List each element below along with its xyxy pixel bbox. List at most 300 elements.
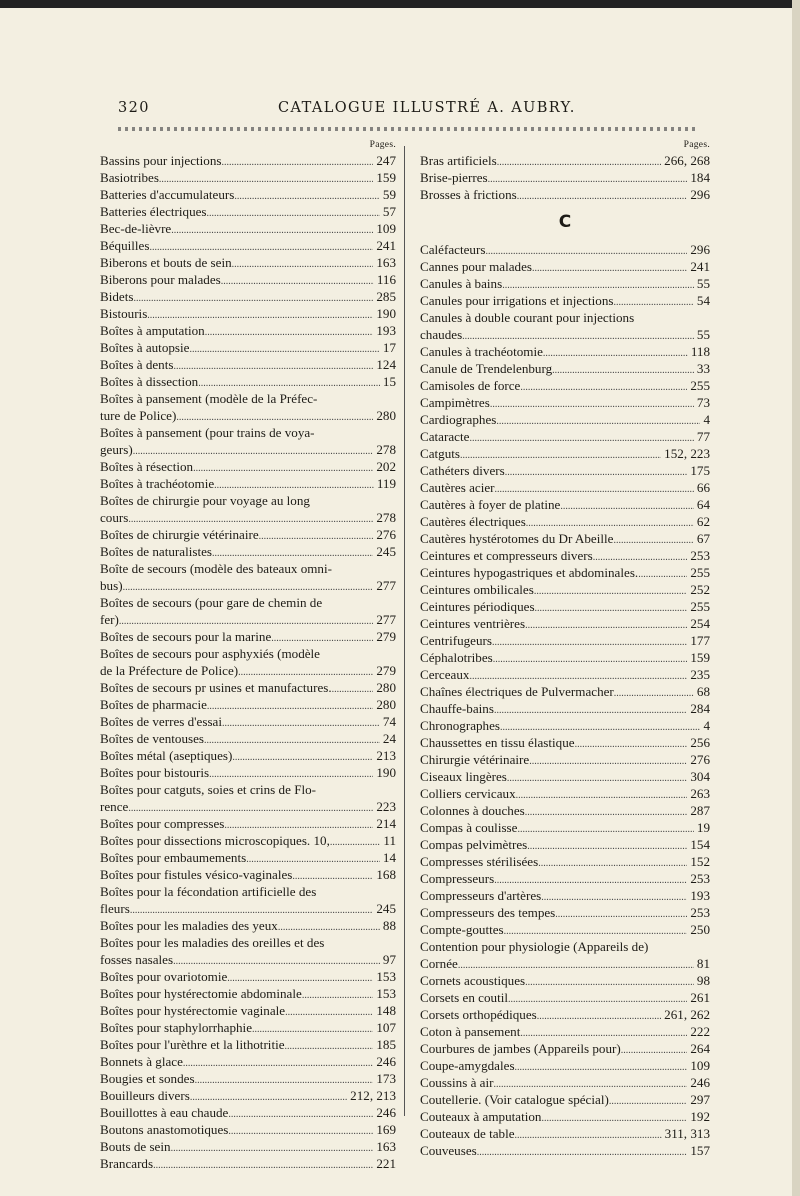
index-entry: [420, 751, 710, 768]
dot-leader: [207, 698, 373, 715]
entry-name: Ceintures ventrières: [420, 616, 526, 631]
index-entry: [100, 492, 396, 509]
index-entry: [100, 424, 396, 441]
entry-page: 124: [376, 357, 396, 372]
entry-page: 263: [690, 786, 710, 801]
index-entry: [100, 543, 396, 560]
index-entry: [420, 768, 710, 785]
entry-page: 250: [690, 922, 710, 937]
index-entry: [100, 305, 396, 322]
entry-name: Boîtes de ventouses: [100, 731, 205, 746]
index-entry: [100, 1002, 396, 1019]
entry-name: Couveuses: [420, 1143, 477, 1158]
entry-page: 241: [690, 259, 710, 274]
dot-leader: [527, 838, 687, 855]
index-entry: [420, 700, 710, 717]
entry-name: Boîtes à autopsie: [100, 340, 190, 355]
index-entry: [100, 509, 396, 526]
index-entry: [100, 169, 396, 186]
entry-page: 4: [703, 412, 710, 427]
entry-name: Camisoles de force: [420, 378, 521, 393]
dot-leader: [173, 358, 373, 375]
running-title: CATALOGUE ILLUSTRÉ A. AUBRY.: [278, 100, 576, 116]
entry-name: Compresseurs: [420, 871, 495, 886]
index-entry: [420, 479, 710, 496]
entry-name: Boîtes pour les maladies des yeux: [100, 918, 278, 933]
dot-leader: [609, 1093, 688, 1110]
index-entry: [420, 989, 710, 1006]
entry-name: Boîtes de secours pr usines et manufactures.: [100, 680, 332, 695]
pages-label: Pages.: [369, 140, 396, 150]
index-entry: [420, 309, 710, 326]
dot-leader: [259, 528, 374, 545]
entry-name: Boîtes de secours pour asphyxiés (modèle: [100, 646, 320, 661]
entry-name: Céphalotribes: [420, 650, 493, 665]
entry-name: Boîtes de pharmacie: [100, 697, 207, 712]
entry-page: 98: [696, 973, 710, 988]
entry-name: Ceintures hypogastriques et abdominales.: [420, 565, 639, 580]
entry-name: Cathéters divers: [420, 463, 505, 478]
entry-page: 168: [376, 867, 396, 882]
index-entry: [100, 934, 396, 951]
index-entry: [420, 870, 710, 887]
index-entry: [420, 428, 710, 445]
entry-name: Canules à trachéotomie: [420, 344, 543, 359]
entry-name: Coussins à air: [420, 1075, 494, 1090]
entry-page: 192: [690, 1109, 710, 1124]
dot-leader: [232, 749, 373, 766]
index-entry: [100, 1087, 396, 1104]
index-entry: [100, 798, 396, 815]
index-entry: [420, 1023, 710, 1040]
index-entry: [420, 152, 710, 169]
dot-leader: [529, 753, 687, 770]
entry-page: 235: [690, 667, 710, 682]
entry-name: Bonnets à glace: [100, 1054, 183, 1069]
entry-page: 88: [382, 918, 396, 933]
entry-page: 223: [376, 799, 396, 814]
entry-name: Boîtes à pansement (modèle de la Préfec-: [100, 391, 318, 406]
entry-name: Chauffe-bains: [420, 701, 494, 716]
dot-leader: [525, 617, 687, 634]
index-entry: [420, 972, 710, 989]
index-entry: [100, 152, 396, 169]
index-entry: [420, 887, 710, 904]
entry-page: 190: [376, 306, 396, 321]
entry-page: 255: [690, 599, 710, 614]
entry-name: Chaînes électriques de Pulvermacher: [420, 684, 614, 699]
entry-page: 246: [376, 1105, 396, 1120]
entry-name: Boîtes pour dissections microscopiques. 10,: [100, 833, 330, 848]
entry-name: Corsets en coutil: [420, 990, 509, 1005]
index-entry: [420, 938, 710, 955]
dot-leader: [555, 906, 687, 923]
right-b-entries: [420, 152, 710, 203]
index-entry: [420, 360, 710, 377]
index-entry: [100, 849, 396, 866]
index-entry: [420, 615, 710, 632]
entry-name: Courbures de jambes (Appareils pour): [420, 1041, 621, 1056]
entry-page: 159: [376, 170, 396, 185]
entry-page: 297: [690, 1092, 710, 1107]
entry-page: 54: [696, 293, 710, 308]
entry-name: Ceintures périodiques: [420, 599, 535, 614]
entry-page: 214: [376, 816, 396, 831]
index-entry: [100, 373, 396, 390]
entry-name: Boîtes à pansement (pour trains de voya-: [100, 425, 315, 440]
entry-page: 163: [376, 1139, 396, 1154]
entry-page: 157: [690, 1143, 710, 1158]
dot-leader: [330, 834, 381, 851]
dot-leader: [538, 855, 687, 872]
dot-leader: [621, 1042, 688, 1059]
entry-page: 62: [696, 514, 710, 529]
index-entry: [420, 1108, 710, 1125]
entry-page: 276: [376, 527, 396, 542]
index-entry: [420, 547, 710, 564]
index-entry: [100, 339, 396, 356]
entry-name: Béquilles: [100, 238, 150, 253]
entry-name: Bassins pour injections: [100, 153, 222, 168]
index-entry: [420, 632, 710, 649]
entry-name: Caléfacteurs: [420, 242, 486, 257]
index-entry: [420, 462, 710, 479]
entry-page: 264: [690, 1041, 710, 1056]
entry-name: Cornets acoustiques: [420, 973, 526, 988]
entry-page: 261: [690, 990, 710, 1005]
dot-leader: [153, 1157, 373, 1174]
index-entry: [100, 203, 396, 220]
entry-page: 255: [690, 565, 710, 580]
left-entries: [100, 152, 396, 1172]
entry-name: Basiotribes: [100, 170, 159, 185]
entry-page: 109: [376, 221, 396, 236]
entry-page: 66: [696, 480, 710, 495]
index-entry: [420, 717, 710, 734]
index-entry: [100, 832, 396, 849]
entry-name: Bistouris: [100, 306, 148, 321]
entry-page: 109: [690, 1058, 710, 1073]
entry-page: 278: [376, 442, 396, 457]
index-entry: [100, 917, 396, 934]
entry-name: Coutellerie. (Voir catalogue spécial): [420, 1092, 609, 1107]
entry-name: bus): [100, 578, 123, 593]
entry-page: 284: [690, 701, 710, 716]
entry-name: Boîtes pour hystérectomie abdominale: [100, 986, 302, 1001]
dot-leader: [228, 1106, 373, 1123]
index-entry: [420, 904, 710, 921]
entry-page: 193: [376, 323, 396, 338]
dot-leader: [477, 1144, 688, 1161]
index-entry: [420, 683, 710, 700]
entry-name: Bouilleurs divers: [100, 1088, 190, 1103]
dot-leader: [532, 260, 687, 277]
index-entry: [420, 496, 710, 513]
index-entry: [100, 747, 396, 764]
index-entry: [420, 377, 710, 394]
entry-page: 119: [376, 476, 396, 491]
dot-leader: [285, 1004, 373, 1021]
entry-page: 68: [696, 684, 710, 699]
index-entry: [420, 1125, 710, 1142]
entry-name: Boîtes à trachéotomie: [100, 476, 215, 491]
index-entry: [420, 343, 710, 360]
entry-name: Compresseurs des tempes: [420, 905, 556, 920]
dot-leader: [535, 600, 688, 617]
entry-page: 154: [690, 837, 710, 852]
dot-leader: [520, 379, 687, 396]
entry-page: 77: [696, 429, 710, 444]
dot-leader: [517, 188, 688, 205]
entry-name: Cardiographes: [420, 412, 497, 427]
index-entry: [420, 258, 710, 275]
entry-name: Bouillottes à eau chaude: [100, 1105, 229, 1120]
entry-page: 296: [690, 242, 710, 257]
entry-name: Boîtes à dissection: [100, 374, 199, 389]
index-entry: [100, 271, 396, 288]
index-entry: [100, 645, 396, 662]
dot-leader: [613, 532, 693, 549]
entry-name: fer): [100, 612, 119, 627]
entry-page: 33: [696, 361, 710, 376]
dot-leader: [517, 821, 693, 838]
index-entry: [100, 407, 396, 424]
entry-name: Boîte de secours (modèle des bateaux omni-: [100, 561, 332, 576]
entry-page: 148: [376, 1003, 396, 1018]
entry-page: 19: [696, 820, 710, 835]
entry-page: 246: [690, 1075, 710, 1090]
entry-name: Boîtes de chirurgie vétérinaire: [100, 527, 259, 542]
index-entry: [100, 781, 396, 798]
entry-page: 245: [376, 544, 396, 559]
entry-name: Boîtes pour hystérectomie vaginale: [100, 1003, 286, 1018]
index-entry: [100, 322, 396, 339]
index-entry: [100, 730, 396, 747]
entry-name: rence: [100, 799, 129, 814]
dot-leader: [488, 171, 688, 188]
entry-page: 57: [382, 204, 396, 219]
index-entry: [420, 581, 710, 598]
dot-leader: [183, 1055, 373, 1072]
index-entry: [100, 526, 396, 543]
index-entry: [100, 390, 396, 407]
entry-name: Compte-gouttes: [420, 922, 504, 937]
index-entry: [100, 1019, 396, 1036]
entry-page: 222: [690, 1024, 710, 1039]
entry-page: 254: [690, 616, 710, 631]
index-entry: [420, 564, 710, 581]
entry-name: Couteaux de table: [420, 1126, 515, 1141]
entry-name: Batteries d'accumulateurs: [100, 187, 235, 202]
entry-name: Cautères à foyer de platine: [420, 497, 561, 512]
index-entry: [420, 1142, 710, 1159]
entry-name: Cornée: [420, 956, 458, 971]
index-entry: [100, 1138, 396, 1155]
entry-page: 277: [376, 612, 396, 627]
entry-page: 169: [376, 1122, 396, 1137]
entry-page: 255: [690, 378, 710, 393]
index-entry: [420, 1057, 710, 1074]
entry-name: Boîtes pour les maladies des oreilles et des: [100, 935, 325, 950]
index-entry: [100, 1121, 396, 1138]
dot-leader: [525, 974, 694, 991]
dot-leader: [525, 804, 688, 821]
entry-page: 15: [382, 374, 396, 389]
entry-name: Compas à coulisse: [420, 820, 518, 835]
entry-name: Boîtes pour catguts, soies et crins de Flo-: [100, 782, 317, 797]
dot-leader: [232, 256, 374, 273]
entry-name: Compas pelvimètres: [420, 837, 528, 852]
entry-page: 152, 223: [664, 446, 710, 461]
index-entry: [100, 696, 396, 713]
index-entry: [420, 853, 710, 870]
entry-name: fleurs: [100, 901, 130, 916]
entry-name: Boutons anastomotiques: [100, 1122, 229, 1137]
entry-name: Brosses à frictions: [420, 187, 517, 202]
index-entry: [420, 241, 710, 258]
dot-leader: [490, 396, 694, 413]
index-entry: [100, 186, 396, 203]
index-entry: [420, 1091, 710, 1108]
entry-page: 246: [376, 1054, 396, 1069]
index-entry: [420, 292, 710, 309]
entry-page: 185: [376, 1037, 396, 1052]
dot-leader: [497, 154, 661, 171]
dot-leader: [133, 290, 373, 307]
index-entry: [100, 441, 396, 458]
dot-leader: [207, 205, 380, 222]
entry-name: Boîtes pour compresses: [100, 816, 225, 831]
entry-name: Boîtes pour embaumements: [100, 850, 247, 865]
entry-page: 177: [690, 633, 710, 648]
entry-name: chaudes: [420, 327, 463, 342]
entry-name: Campimètres: [420, 395, 490, 410]
entry-name: Boîtes pour ovariotomie: [100, 969, 228, 984]
entry-page: 304: [690, 769, 710, 784]
index-entry: [100, 254, 396, 271]
entry-page: 280: [376, 697, 396, 712]
entry-name: Centrifugeurs: [420, 633, 492, 648]
entry-name: Bec-de-lièvre: [100, 221, 172, 236]
dot-leader: [515, 1059, 688, 1076]
dot-leader: [492, 634, 687, 651]
entry-page: 278: [376, 510, 396, 525]
right-column: [420, 139, 710, 1159]
entry-name: Batteries électriques: [100, 204, 207, 219]
dot-leader: [205, 324, 374, 341]
index-entry: [100, 900, 396, 917]
entry-page: 241: [376, 238, 396, 253]
entry-page: 74: [382, 714, 396, 729]
entry-name: Cannes pour malades: [420, 259, 532, 274]
index-entry: [100, 662, 396, 679]
entry-name: Boîtes pour bistouris: [100, 765, 210, 780]
entry-name: Ceintures et compresseurs divers: [420, 548, 593, 563]
entry-page: 285: [376, 289, 396, 304]
index-entry: [420, 921, 710, 938]
index-entry: [100, 1036, 396, 1053]
index-entry: [100, 220, 396, 237]
index-entry: [420, 275, 710, 292]
dot-leader: [332, 681, 374, 698]
entry-name: Biberons et bouts de sein: [100, 255, 232, 270]
entry-page: 287: [690, 803, 710, 818]
entry-page: 11: [383, 833, 396, 848]
entry-name: Canules à bains: [420, 276, 503, 291]
entry-name: Chronographes: [420, 718, 501, 733]
entry-page: 67: [696, 531, 710, 546]
entry-page: 190: [376, 765, 396, 780]
index-entry: [100, 356, 396, 373]
entry-page: 55: [696, 276, 710, 291]
dot-leader: [638, 566, 687, 583]
entry-page: 266, 268: [664, 153, 710, 168]
index-entry: [420, 1040, 710, 1057]
top-border: [0, 0, 800, 8]
index-entry: [100, 475, 396, 492]
entry-name: Coton à pansement: [420, 1024, 521, 1039]
page-number: 320: [118, 100, 150, 116]
entry-name: Boîtes à résection: [100, 459, 194, 474]
entry-page: 280: [376, 680, 396, 695]
entry-page: 14: [382, 850, 396, 865]
index-entry: [100, 815, 396, 832]
index-entry: [420, 785, 710, 802]
entry-page: 152: [690, 854, 710, 869]
entry-page: 175: [690, 463, 710, 478]
index-entry: [100, 679, 396, 696]
entry-page: 116: [376, 272, 396, 287]
dot-leader: [494, 702, 687, 719]
index-entry: [420, 649, 710, 666]
dot-leader: [285, 1038, 374, 1055]
index-entry: [420, 802, 710, 819]
entry-page: 221: [376, 1156, 396, 1171]
dot-leader: [222, 715, 380, 732]
entry-name: Biberons pour malades: [100, 272, 221, 287]
entry-name: Bidets: [100, 289, 134, 304]
dot-leader: [541, 889, 687, 906]
entry-name: cours: [100, 510, 129, 525]
entry-name: Brancards: [100, 1156, 154, 1171]
entry-name: Colonnes à douches: [420, 803, 525, 818]
entry-name: Boîtes de chirurgie pour voyage au long: [100, 493, 310, 508]
entry-name: de la Préfecture de Police): [100, 663, 239, 678]
entry-name: Chirurgie vétérinaire: [420, 752, 530, 767]
entry-page: 202: [376, 459, 396, 474]
header-rule: [118, 127, 698, 131]
entry-page: 184: [690, 170, 710, 185]
dot-leader: [228, 1123, 373, 1140]
entry-page: 118: [690, 344, 710, 359]
entry-page: 277: [376, 578, 396, 593]
entry-page: 24: [382, 731, 396, 746]
index-entry: [420, 955, 710, 972]
entry-name: Bougies et sondes: [100, 1071, 195, 1086]
entry-name: Boîtes métal (aseptiques): [100, 748, 233, 763]
right-c-entries: [420, 241, 710, 1159]
entry-page: 81: [696, 956, 710, 971]
entry-page: 279: [376, 629, 396, 644]
index-entry: [420, 394, 710, 411]
dot-leader: [221, 154, 373, 171]
entry-page: 97: [382, 952, 396, 967]
dot-leader: [302, 987, 374, 1004]
entry-name: ture de Police): [100, 408, 177, 423]
entry-page: 153: [376, 969, 396, 984]
index-entry: [100, 1155, 396, 1172]
index-entry: [420, 1006, 710, 1023]
